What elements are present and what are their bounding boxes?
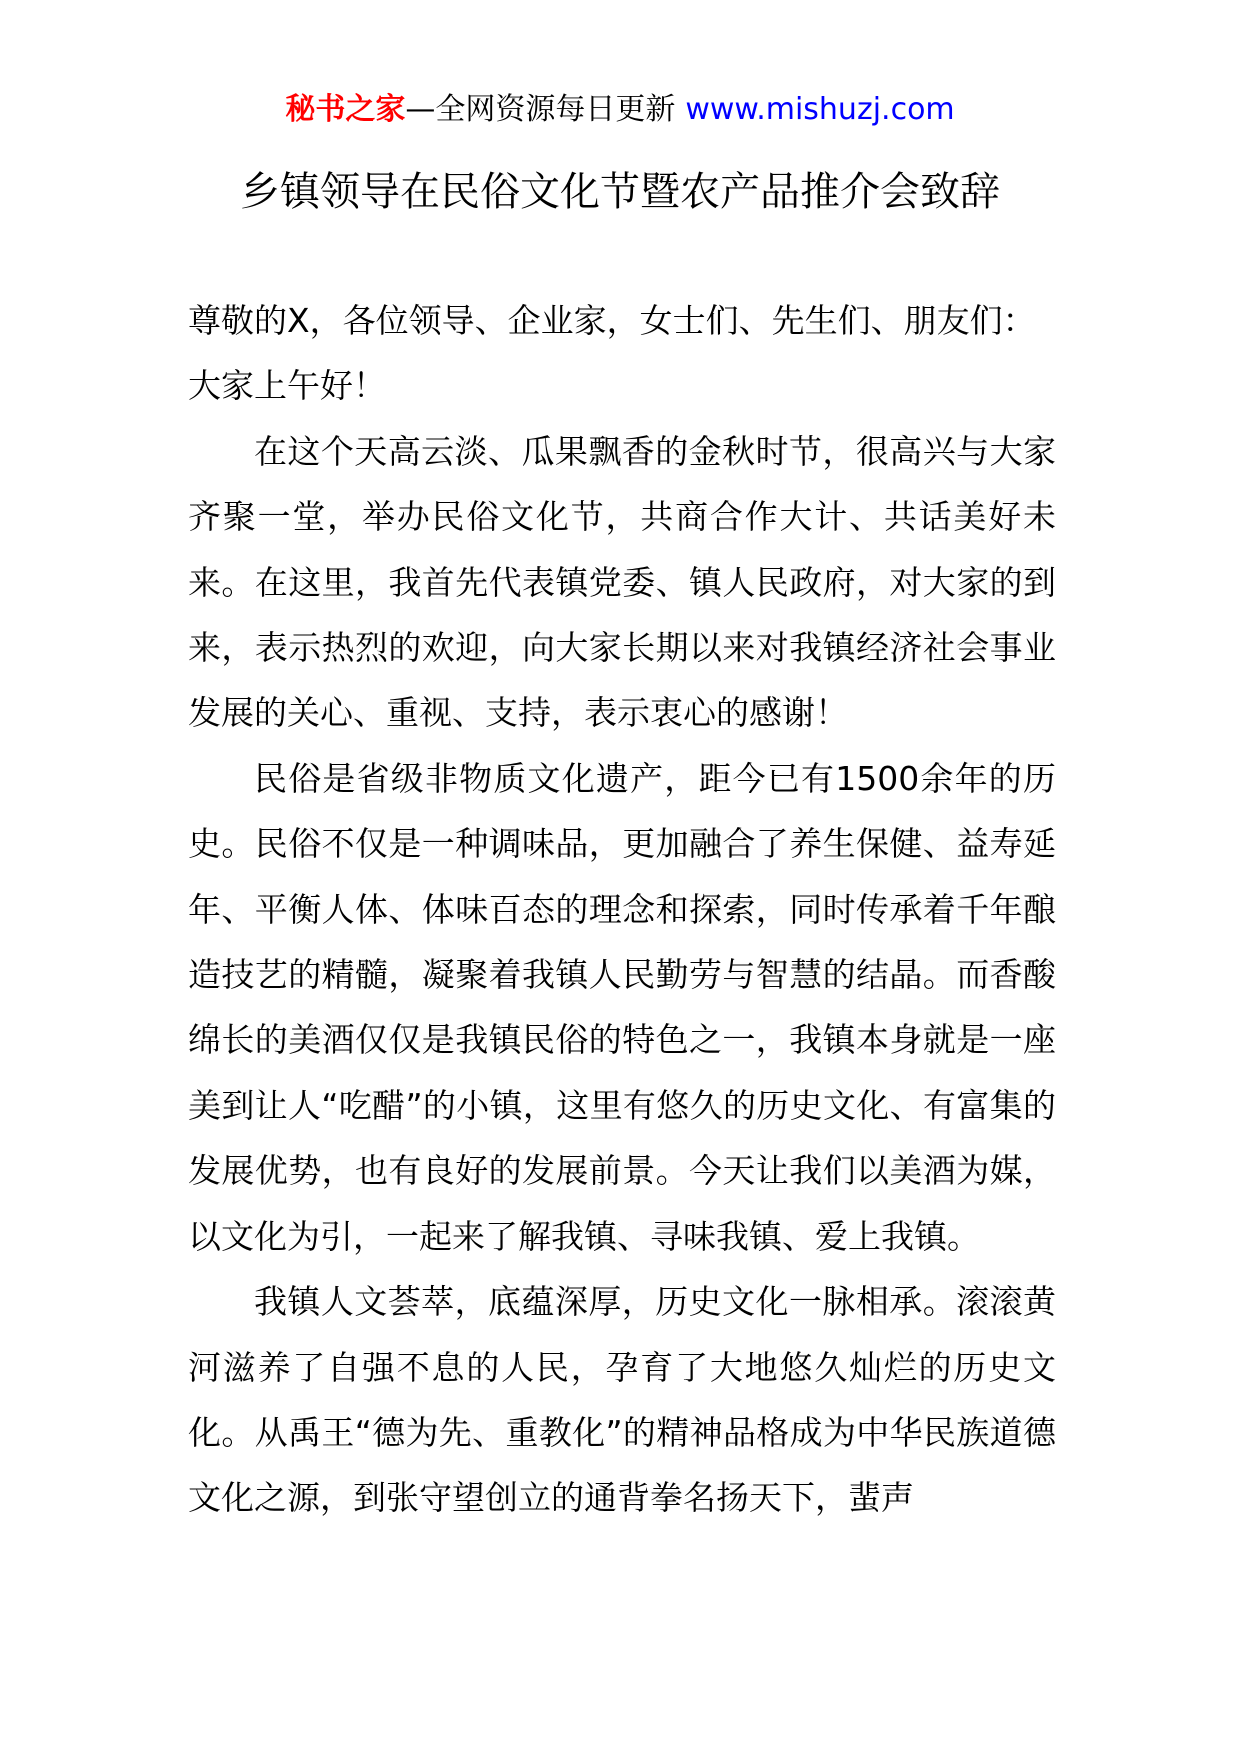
document-body <box>188 288 1056 1531</box>
site-url-link[interactable]: www.mishuzj.com <box>685 92 955 127</box>
site-brand: 秘书之家 <box>285 92 406 127</box>
site-header <box>0 90 1240 130</box>
document-title: 乡镇领导在民俗文化节暨农产品推介会致辞 <box>240 169 1000 215</box>
paragraph-1: 在这个天高云淡、瓜果飘香的金秋时节，很高兴与大家齐聚一堂，举办民俗文化节，共商合作大计、共话美好未来。在这里，我首先代表镇党委、镇人民政府，对大家的到来，表示热烈的欢迎，向大家长期以来对我镇经济社会事业发展的关心、重视、支持，表示衷心的感谢！ <box>188 431 1056 733</box>
paragraph-2: 民俗是省级非物质文化遗产，距今已有1500余年的历史。民俗不仅是一种调味品，更加融合了养生保健、益寿延年、平衡人体、体味百态的理念和探索，同时传承着千年酿造技艺的精髓，凝聚着我镇人民勤劳与智慧的结晶。而香酸绵长的美酒仅仅是我镇民俗的特色之一，我镇本身就是一座美到让人“吃醋”的小镇，这里有悠久的历史文化、有富集的发展优势，也有良好的发展前景。今天让我们以美酒为媒，以文化为引，一起来了解我镇、寻味我镇、爱上我镇。 <box>188 758 1056 1256</box>
salutation: 尊敬的X，各位领导、企业家，女士们、先生们、朋友们： <box>188 301 1036 340</box>
paragraph-3: 我镇人文荟萃，底蕴深厚，历史文化一脉相承。滚滚黄河滋养了自强不息的人民，孕育了大地悠久灿烂的历史文化。从禹王“德为先、重教化”的精神品格成为中华民族道德文化之源，到张守望创立的通背拳名扬天下，蜚声 <box>188 1282 1056 1518</box>
greeting: 大家上午好！ <box>188 366 386 406</box>
site-tagline: —全网资源每日更新 <box>405 92 676 127</box>
